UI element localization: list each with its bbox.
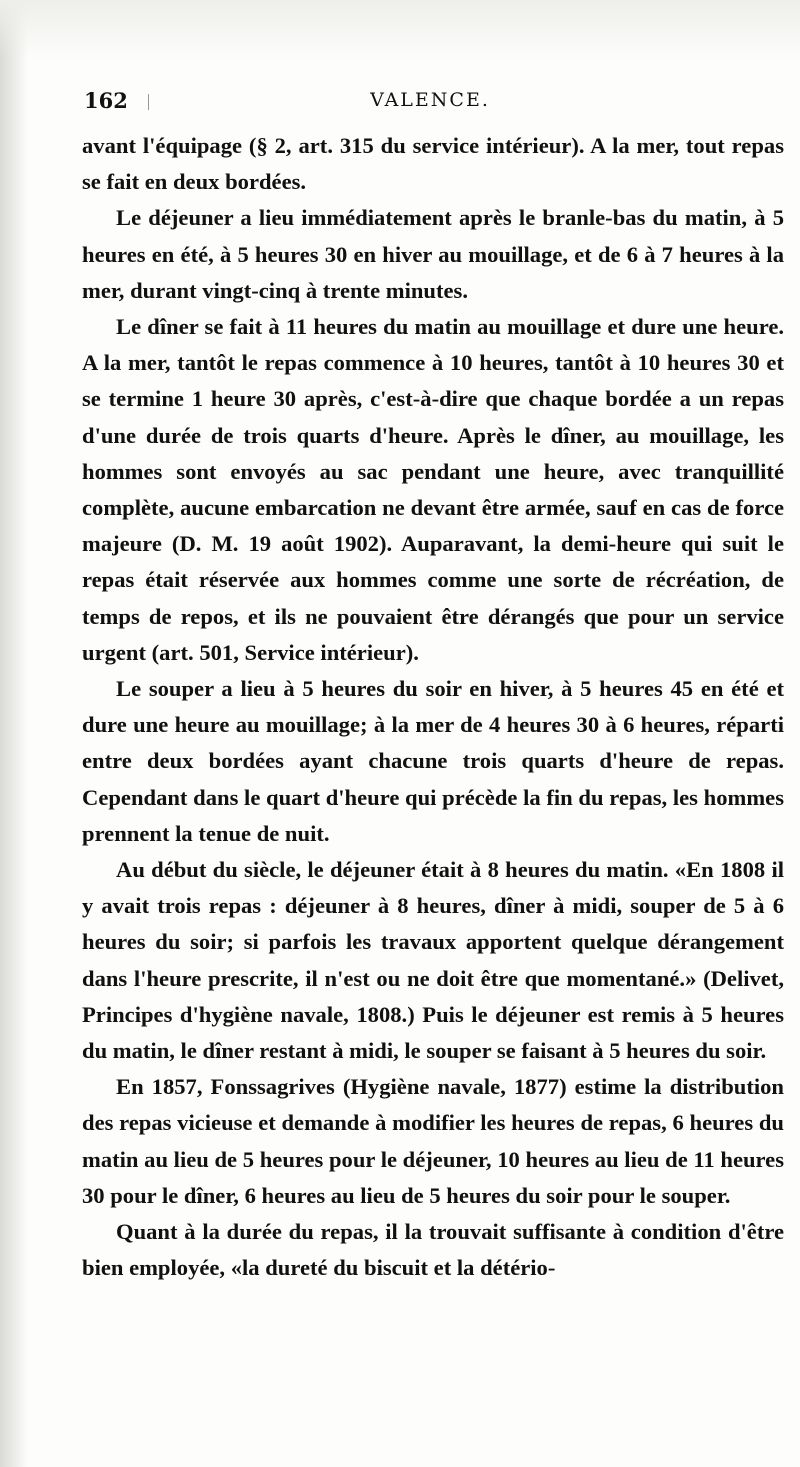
- body-text: [82, 128, 784, 1287]
- paragraph-duree-repas: Quant à la durée du repas, il la trouvait suffisante à condition d'être bien employée, «la dureté du biscuit et la détério-: [82, 1219, 784, 1281]
- paragraph-dejeuner: Le déjeuner a lieu immédiatement après le branle-bas du matin, à 5 heures en été, à 5 heures 30 en hiver au mouillage, et de 6 à 7 heures à la mer, durant vingt-cinq à trente minutes.: [82, 205, 784, 303]
- paragraph-debut-siecle: Au début du siècle, le déjeuner était à 8 heures du matin. «En 1808 il y avait trois repas : déjeuner à 8 heures, dîner à midi, souper de 5 à 6 heures du soir; si parfois les travaux apportent quelque dérangement dans l'heure prescrite, il n'est ou ne doit être que momentané.» (Delivet, Principes d'hygiène navale, 1808.) Puis le déjeuner est remis à 5 heures du matin, le dîner restant à midi, le souper se faisant à 5 heures du soir.: [82, 857, 784, 1064]
- page-gutter-shadow: [0, 0, 28, 1467]
- running-title: VALENCE.: [370, 89, 490, 111]
- paragraph-continuation: avant l'équipage (§ 2, art. 315 du service intérieur). A la mer, tout repas se fait en deux bordées.: [82, 133, 784, 195]
- page-top-shadow: [0, 0, 800, 60]
- paragraph-diner: Le dîner se fait à 11 heures du matin au mouillage et dure une heure. A la mer, tantôt le repas commence à 10 heures, tantôt à 10 heures 30 et se termine 1 heure 30 après, c'est-à-dire que chaque bordée a un repas d'une durée de trois quarts d'heure. Après le dîner, au mouillage, les hommes sont envoyés au sac pendant une heure, avec tranquillité complète, aucune embarcation ne devant être armée, sauf en cas de force majeure (D. M. 19 août 1902). Auparavant, la demi-heure qui suit le repas était réservée aux hommes comme une sorte de récréation, de temps de repos, et ils ne pouvaient être dérangés que pour un service urgent (art. 501, Service intérieur).: [82, 314, 784, 665]
- page-number: 162: [84, 88, 128, 113]
- page-header: [80, 88, 780, 124]
- paragraph-fonssagrives: En 1857, Fonssagrives (Hygiène navale, 1877) estime la distribution des repas vicieuse et demande à modifier les heures de repas, 6 heures du matin au lieu de 5 heures pour le déjeuner, 10 heures au lieu de 11 heures 30 pour le dîner, 6 heures au lieu de 5 heures du soir pour le souper.: [82, 1074, 784, 1208]
- paragraph-souper: Le souper a lieu à 5 heures du soir en hiver, à 5 heures 45 en été et dure une heure au mouillage; à la mer de 4 heures 30 à 6 heures, réparti entre deux bordées ayant chacune trois quarts d'heure de repas. Cependant dans le quart d'heure qui précède la fin du repas, les hommes prennent la tenue de nuit.: [82, 676, 784, 846]
